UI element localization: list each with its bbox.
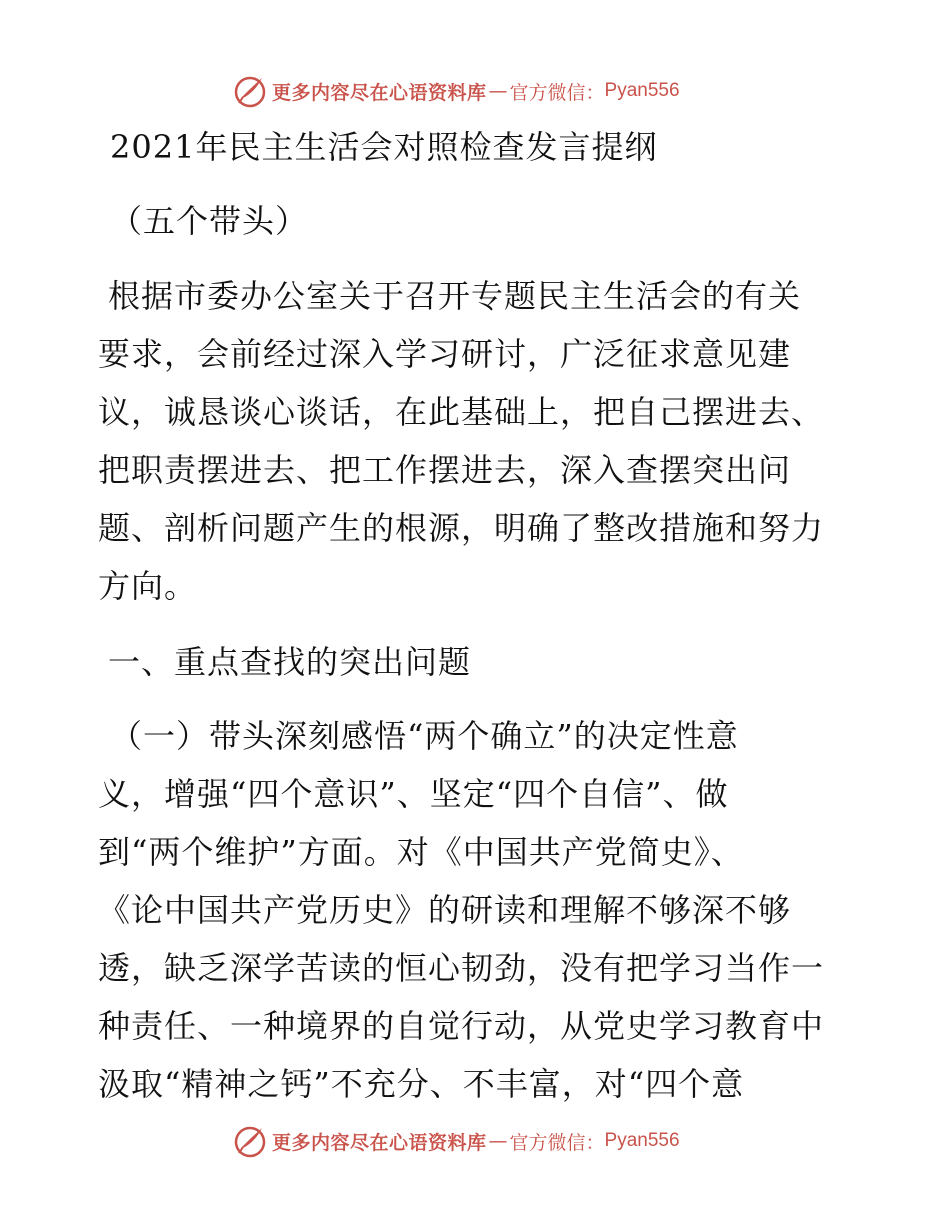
document-subtitle: （五个带头） (110, 202, 309, 240)
section1-line-4: 《论中国共产党历史》的研读和理解不够深不够 (98, 891, 792, 929)
intro-line-3: 议，诚恳谈心谈话，在此基础上，把自己摆进去、 (98, 393, 825, 431)
intro-line-4: 把职责摆进去、把工作摆进去，深入查摆突出问 (98, 451, 792, 489)
quill-logo-icon (232, 1123, 268, 1159)
watermark-contact-label: 官方微信： (509, 1131, 605, 1154)
document-title: 2021年民主生活会对照检查发言提纲 (110, 128, 658, 166)
watermark-main-text: 更多内容尽在心语资料库 (272, 1131, 487, 1154)
section1-line-6: 种责任、一种境界的自觉行动，从党史学习教育中 (98, 1007, 825, 1045)
section1-line-2: 义，增强“四个意识”、坚定“四个自信”、做 (98, 775, 729, 813)
intro-line-5: 题、剖析问题产生的根源，明确了整改措施和努力 (98, 509, 825, 547)
watermark-contact-label: 官方微信： (509, 81, 605, 104)
section1-line-3: 到“两个维护”方面。对《中国共产党简史》、 (98, 833, 744, 871)
section1-line-5: 透，缺乏深学苦读的恒心韧劲，没有把学习当作一 (98, 949, 825, 987)
watermark-banner-top (232, 72, 680, 110)
intro-line-6: 方向。 (98, 567, 198, 605)
watermark-separator: — (488, 80, 508, 102)
watermark-main-text: 更多内容尽在心语资料库 (272, 81, 487, 104)
watermark-banner-bottom (232, 1122, 680, 1160)
watermark-separator: — (488, 1130, 508, 1152)
intro-line-1: 根据市委办公室关于召开专题民主生活会的有关 (108, 277, 802, 315)
section1-line-7: 汲取“精神之钙”不充分、不丰富，对“四个意 (98, 1065, 745, 1103)
section1-line-1: （一）带头深刻感悟“两个确立”的决定性意 (110, 717, 739, 755)
quill-logo-icon (232, 73, 268, 109)
section-heading: 一、重点查找的突出问题 (108, 643, 472, 681)
intro-line-2: 要求，会前经过深入学习研讨，广泛征求意见建 (98, 335, 792, 373)
watermark-contact-id: Pyan556 (604, 80, 680, 101)
watermark-contact-id: Pyan556 (604, 1130, 680, 1151)
